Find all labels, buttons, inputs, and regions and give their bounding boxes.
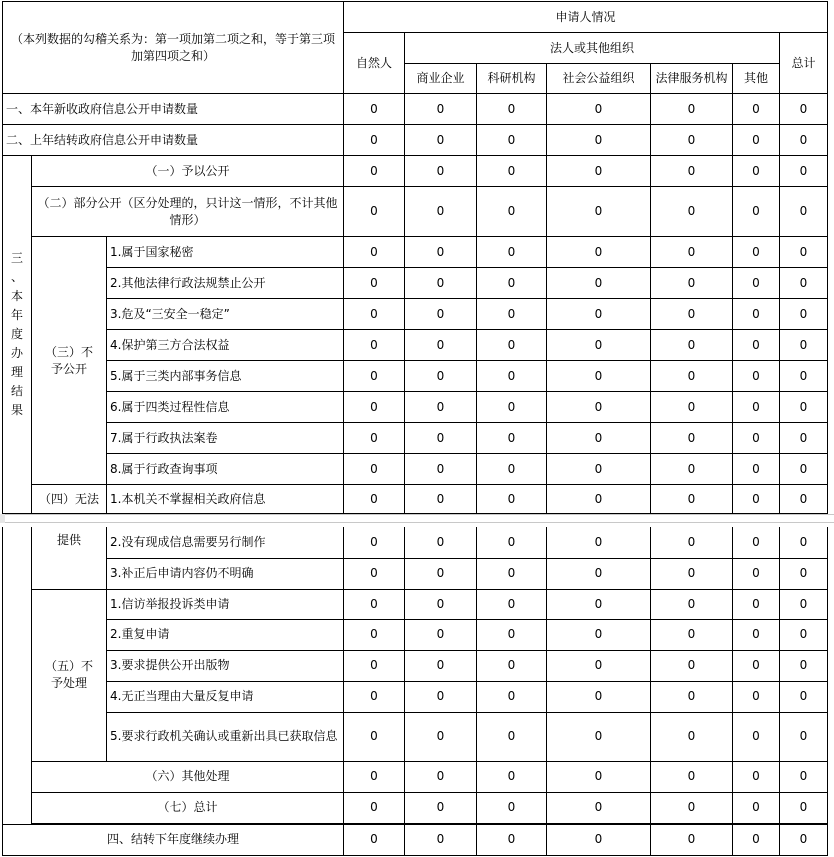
row-label: 1.本机关不掌握相关政府信息 bbox=[107, 485, 344, 514]
table-cell: 0 bbox=[477, 712, 547, 761]
row-label: 4.保护第三方合法权益 bbox=[107, 330, 344, 361]
table-cell: 0 bbox=[405, 361, 477, 392]
table-cell: 0 bbox=[780, 299, 828, 330]
table-cell: 0 bbox=[405, 268, 477, 299]
row-label: 1.信访举报投诉类申请 bbox=[107, 589, 344, 619]
table-cell: 0 bbox=[547, 485, 651, 514]
table-cell: 0 bbox=[733, 423, 780, 454]
table-cell: 0 bbox=[651, 237, 733, 268]
row-label: （一）予以公开 bbox=[32, 156, 344, 187]
row-label: 3.补正后申请内容仍不明确 bbox=[107, 558, 344, 589]
table-cell: 0 bbox=[651, 156, 733, 187]
table-cell: 0 bbox=[405, 94, 477, 125]
table-cell: 0 bbox=[780, 361, 828, 392]
table-cell: 0 bbox=[344, 299, 405, 330]
table-cell: 0 bbox=[344, 423, 405, 454]
table-cell: 0 bbox=[477, 330, 547, 361]
table-cell: 0 bbox=[780, 761, 828, 792]
table-cell: 0 bbox=[344, 681, 405, 712]
table-cell: 0 bbox=[344, 527, 405, 558]
section3-char: 果 bbox=[10, 403, 23, 417]
header-applicant: 申请人情况 bbox=[344, 2, 828, 33]
table-cell: 0 bbox=[780, 650, 828, 681]
table-cell: 0 bbox=[651, 454, 733, 485]
header-sub-legal-service: 法律服务机构 bbox=[651, 64, 733, 94]
row-label: 一、本年新收政府信息公开申请数量 bbox=[3, 94, 344, 125]
table-cell: 0 bbox=[780, 792, 828, 823]
section3-char: 年 bbox=[10, 308, 23, 322]
table-cell: 0 bbox=[405, 485, 477, 514]
table-cell: 0 bbox=[651, 485, 733, 514]
table-cell: 0 bbox=[651, 361, 733, 392]
table-cell: 0 bbox=[651, 619, 733, 650]
table-cell: 0 bbox=[344, 761, 405, 792]
table-cell: 0 bbox=[651, 761, 733, 792]
table-cell: 0 bbox=[547, 712, 651, 761]
table-cell: 0 bbox=[405, 589, 477, 619]
table-cell: 0 bbox=[651, 392, 733, 423]
table-cell: 0 bbox=[477, 392, 547, 423]
table-cell: 0 bbox=[733, 527, 780, 558]
table-cell: 0 bbox=[547, 681, 651, 712]
table-cell: 0 bbox=[780, 237, 828, 268]
table-cell: 0 bbox=[477, 268, 547, 299]
table-cell: 0 bbox=[733, 792, 780, 823]
table-cell: 0 bbox=[477, 824, 547, 855]
table-cell: 0 bbox=[547, 558, 651, 589]
table-cell: 0 bbox=[651, 527, 733, 558]
page-break-marker bbox=[0, 514, 5, 523]
table-cell: 0 bbox=[651, 558, 733, 589]
section3-char: 本 bbox=[10, 289, 23, 303]
table-cell: 0 bbox=[733, 330, 780, 361]
table-cell: 0 bbox=[344, 268, 405, 299]
table-cell: 0 bbox=[405, 527, 477, 558]
table-cell: 0 bbox=[733, 392, 780, 423]
section3-char: 三 bbox=[10, 251, 23, 265]
header-sub-nonprofit: 社会公益组织 bbox=[547, 64, 651, 94]
table-cell: 0 bbox=[547, 423, 651, 454]
table-cell: 0 bbox=[733, 485, 780, 514]
table-cell: 0 bbox=[780, 423, 828, 454]
table-cell: 0 bbox=[547, 650, 651, 681]
section3-char: 、 bbox=[10, 270, 23, 284]
row-label: 6.属于四类过程性信息 bbox=[107, 392, 344, 423]
header-sub-business: 商业企业 bbox=[405, 64, 477, 94]
table-cell: 0 bbox=[405, 156, 477, 187]
table-cell: 0 bbox=[733, 589, 780, 619]
table-cell: 0 bbox=[344, 156, 405, 187]
table-cell: 0 bbox=[405, 237, 477, 268]
table-cell: 0 bbox=[477, 94, 547, 125]
row-label: 2.其他法律行政法规禁止公开 bbox=[107, 268, 344, 299]
header-legal-group: 法人或其他组织 bbox=[405, 33, 780, 64]
table-cell: 0 bbox=[651, 299, 733, 330]
row-label: （六）其他处理 bbox=[32, 761, 344, 792]
header-total: 总计 bbox=[780, 33, 828, 94]
table-cell: 0 bbox=[344, 361, 405, 392]
table-cell: 0 bbox=[651, 330, 733, 361]
row-label: 2.重复申请 bbox=[107, 619, 344, 650]
table-cell: 0 bbox=[651, 268, 733, 299]
table-cell: 0 bbox=[344, 454, 405, 485]
table-cell: 0 bbox=[651, 94, 733, 125]
table-cell: 0 bbox=[780, 589, 828, 619]
table-cell: 0 bbox=[344, 558, 405, 589]
table-cell: 0 bbox=[733, 619, 780, 650]
table-cell: 0 bbox=[405, 650, 477, 681]
table-cell: 0 bbox=[547, 761, 651, 792]
table-cell: 0 bbox=[405, 792, 477, 823]
row-label: 2.没有现成信息需要另行制作 bbox=[107, 527, 344, 558]
row-group-label: （五）不予处理 bbox=[32, 589, 107, 761]
table-cell: 0 bbox=[733, 712, 780, 761]
table-cell: 0 bbox=[651, 423, 733, 454]
table-cell: 0 bbox=[547, 619, 651, 650]
row-label: 3.危及“三安全一稳定” bbox=[107, 299, 344, 330]
table-cell: 0 bbox=[780, 268, 828, 299]
table-cell: 0 bbox=[651, 650, 733, 681]
table-cell: 0 bbox=[477, 792, 547, 823]
table-cell: 0 bbox=[780, 454, 828, 485]
table-cell: 0 bbox=[733, 824, 780, 855]
table-cell: 0 bbox=[477, 527, 547, 558]
table-cell: 0 bbox=[477, 187, 547, 237]
table-cell: 0 bbox=[547, 330, 651, 361]
table-cell: 0 bbox=[733, 299, 780, 330]
table-cell: 0 bbox=[477, 361, 547, 392]
table-cell: 0 bbox=[477, 423, 547, 454]
table-cell: 0 bbox=[651, 589, 733, 619]
table-cell: 0 bbox=[733, 681, 780, 712]
table-cell: 0 bbox=[344, 392, 405, 423]
table-cell: 0 bbox=[547, 187, 651, 237]
table-cell: 0 bbox=[547, 527, 651, 558]
section3-char: 度 bbox=[10, 327, 23, 341]
table-cell: 0 bbox=[344, 650, 405, 681]
table-cell: 0 bbox=[405, 824, 477, 855]
table-cell: 0 bbox=[477, 125, 547, 156]
table-cell: 0 bbox=[477, 619, 547, 650]
table-cell: 0 bbox=[344, 187, 405, 237]
table-cell: 0 bbox=[733, 237, 780, 268]
table-cell: 0 bbox=[405, 187, 477, 237]
table-cell: 0 bbox=[405, 619, 477, 650]
table-cell: 0 bbox=[733, 268, 780, 299]
table-cell: 0 bbox=[780, 187, 828, 237]
table-cell: 0 bbox=[547, 589, 651, 619]
section3-char: 理 bbox=[10, 365, 23, 379]
table-cell: 0 bbox=[651, 681, 733, 712]
table-cell: 0 bbox=[547, 392, 651, 423]
table-cell: 0 bbox=[477, 558, 547, 589]
header-sub-research: 科研机构 bbox=[477, 64, 547, 94]
row-label: 4.无正当理由大量反复申请 bbox=[107, 681, 344, 712]
table-cell: 0 bbox=[780, 527, 828, 558]
table-cell: 0 bbox=[344, 125, 405, 156]
table-cell: 0 bbox=[477, 589, 547, 619]
table-cell: 0 bbox=[547, 268, 651, 299]
table-cell: 0 bbox=[344, 589, 405, 619]
header-note: （本列数据的勾稽关系为：第一项加第二项之和，等于第三项加第四项之和） bbox=[3, 2, 344, 94]
table-cell: 0 bbox=[344, 485, 405, 514]
table-cell: 0 bbox=[733, 454, 780, 485]
table-cell: 0 bbox=[477, 761, 547, 792]
row-label: 二、上年结转政府信息公开申请数量 bbox=[3, 125, 344, 156]
table-cell: 0 bbox=[733, 156, 780, 187]
table-cell: 0 bbox=[733, 94, 780, 125]
table-cell: 0 bbox=[547, 237, 651, 268]
table-cell: 0 bbox=[344, 824, 405, 855]
table-cell: 0 bbox=[405, 454, 477, 485]
table-cell: 0 bbox=[733, 125, 780, 156]
table-cell: 0 bbox=[547, 94, 651, 125]
disclosure-table-part1 bbox=[2, 1, 828, 514]
table-cell: 0 bbox=[344, 792, 405, 823]
table-cell: 0 bbox=[405, 761, 477, 792]
table-cell: 0 bbox=[477, 156, 547, 187]
row-label: 8.属于行政查询事项 bbox=[107, 454, 344, 485]
table-cell: 0 bbox=[780, 681, 828, 712]
table-cell: 0 bbox=[477, 485, 547, 514]
table-cell: 0 bbox=[780, 712, 828, 761]
table-cell: 0 bbox=[733, 187, 780, 237]
table-cell: 0 bbox=[733, 761, 780, 792]
table-cell: 0 bbox=[344, 237, 405, 268]
table-cell: 0 bbox=[477, 650, 547, 681]
row-group-label: 提供 bbox=[32, 527, 107, 589]
section3-char: 结 bbox=[10, 384, 23, 398]
table-cell: 0 bbox=[547, 156, 651, 187]
table-cell: 0 bbox=[405, 423, 477, 454]
table-cell: 0 bbox=[780, 824, 828, 855]
table-cell: 0 bbox=[405, 392, 477, 423]
table-cell: 0 bbox=[344, 712, 405, 761]
table-cell: 0 bbox=[733, 361, 780, 392]
row-label: 3.要求提供公开出版物 bbox=[107, 650, 344, 681]
table-cell: 0 bbox=[651, 712, 733, 761]
table-cell: 0 bbox=[651, 792, 733, 823]
table-cell: 0 bbox=[780, 156, 828, 187]
table-cell: 0 bbox=[477, 454, 547, 485]
table-cell: 0 bbox=[405, 712, 477, 761]
section3-char: 办 bbox=[10, 346, 23, 360]
disclosure-table-part2 bbox=[2, 527, 828, 856]
table-cell: 0 bbox=[405, 125, 477, 156]
table-cell: 0 bbox=[651, 125, 733, 156]
table-cell: 0 bbox=[780, 125, 828, 156]
table-cell: 0 bbox=[733, 650, 780, 681]
row-label: 7.属于行政执法案卷 bbox=[107, 423, 344, 454]
table-cell: 0 bbox=[733, 558, 780, 589]
table-cell: 0 bbox=[344, 619, 405, 650]
table-cell: 0 bbox=[405, 299, 477, 330]
table-cell: 0 bbox=[405, 681, 477, 712]
table-cell: 0 bbox=[780, 619, 828, 650]
table-cell: 0 bbox=[547, 824, 651, 855]
table-cell: 0 bbox=[344, 330, 405, 361]
section3-label bbox=[3, 156, 32, 514]
table-cell: 0 bbox=[547, 125, 651, 156]
section3-continued bbox=[3, 527, 32, 824]
table-cell: 0 bbox=[780, 94, 828, 125]
table-cell: 0 bbox=[651, 187, 733, 237]
row-label: 1.属于国家秘密 bbox=[107, 237, 344, 268]
row-label: （二）部分公开（区分处理的，只计这一情形，不计其他情形） bbox=[32, 187, 344, 237]
header-natural-person: 自然人 bbox=[344, 33, 405, 94]
table-cell: 0 bbox=[547, 792, 651, 823]
row-group-label: （三）不予公开 bbox=[32, 237, 107, 485]
table-cell: 0 bbox=[780, 558, 828, 589]
row-label: （七）总计 bbox=[32, 792, 344, 823]
table-cell: 0 bbox=[477, 237, 547, 268]
table-cell: 0 bbox=[780, 392, 828, 423]
row-label: 四、结转下年度继续办理 bbox=[3, 824, 344, 855]
table-cell: 0 bbox=[780, 330, 828, 361]
table-cell: 0 bbox=[477, 681, 547, 712]
table-cell: 0 bbox=[405, 330, 477, 361]
table-cell: 0 bbox=[547, 299, 651, 330]
table-cell: 0 bbox=[405, 558, 477, 589]
table-cell: 0 bbox=[547, 361, 651, 392]
table-cell: 0 bbox=[780, 485, 828, 514]
table-cell: 0 bbox=[651, 824, 733, 855]
row-label: 5.要求行政机关确认或重新出具已获取信息 bbox=[107, 712, 344, 761]
header-sub-other: 其他 bbox=[733, 64, 780, 94]
row-group-label: （四）无法 bbox=[32, 485, 107, 514]
table-cell: 0 bbox=[344, 94, 405, 125]
row-label: 5.属于三类内部事务信息 bbox=[107, 361, 344, 392]
table-cell: 0 bbox=[547, 454, 651, 485]
table-cell: 0 bbox=[477, 299, 547, 330]
page-break bbox=[0, 514, 834, 523]
